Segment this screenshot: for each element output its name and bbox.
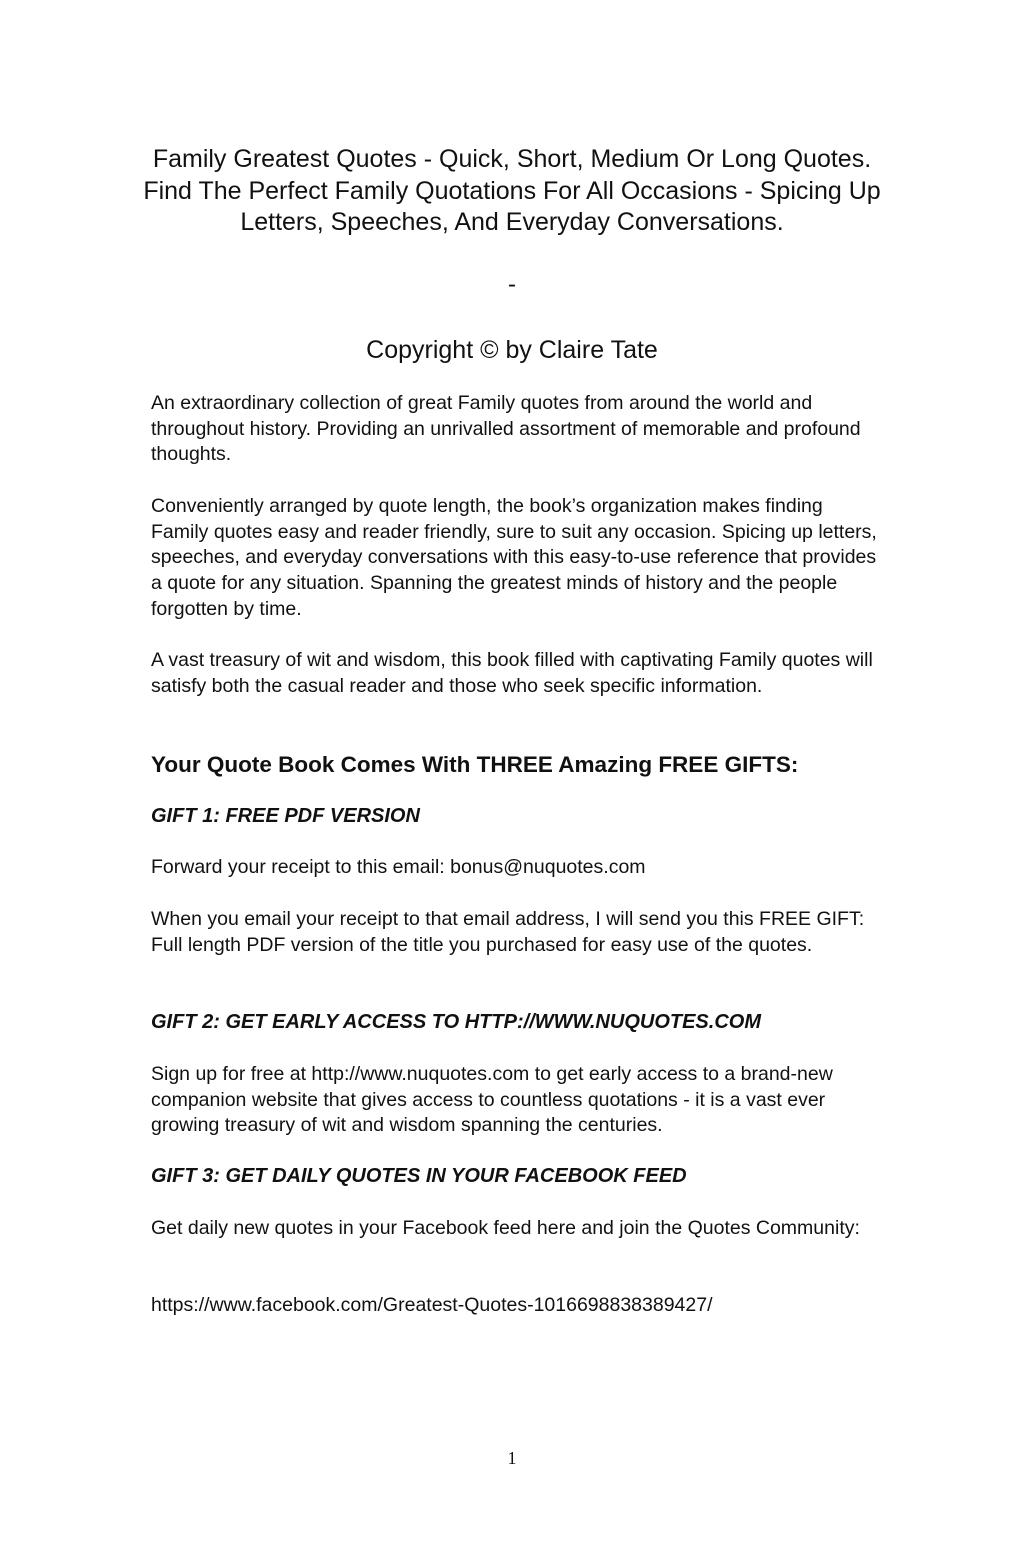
gift-3-heading: GIFT 3: GET DAILY QUOTES IN YOUR FACEBOOK FEED: [151, 1165, 687, 1187]
gift-2-body: Sign up for free at http://www.nuquotes.com to get early access to a brand-new companion website that gives access to countless quotations - it is a vast ever growing treasury of wit and wisdom spanning the centuries.: [151, 1063, 833, 1137]
copyright-line: Copyright © by Claire Tate: [366, 336, 658, 364]
gift-1-heading: GIFT 1: FREE PDF VERSION: [151, 805, 420, 827]
separator: -: [508, 271, 516, 298]
gift-3-body: Get daily new quotes in your Facebook feed here and join the Quotes Community:: [151, 1217, 860, 1239]
gifts-heading: Your Quote Book Comes With THREE Amazing FREE GIFTS:: [151, 752, 799, 777]
book-title: Family Greatest Quotes - Quick, Short, Medium Or Long Quotes. Find The Perfect Family Quotations For All Occasions - Spicing Up Letters, Speeches, And Everyday Conversations.: [143, 145, 881, 236]
gift-2-heading: GIFT 2: GET EARLY ACCESS TO HTTP://WWW.NUQUOTES.COM: [151, 1011, 761, 1033]
facebook-link[interactable]: https://www.facebook.com/Greatest-Quotes-1016698838389427/: [151, 1294, 713, 1316]
gift-1-body: When you email your receipt to that email address, I will send you this FREE GIFT: Full length PDF version of the title you purchased for easy use of the quotes.: [151, 908, 865, 956]
gift-1-email-line: Forward your receipt to this email: bonus@nuquotes.com: [151, 856, 646, 878]
intro-paragraph-2: Conveniently arranged by quote length, the book’s organization makes finding Family quotes easy and reader friendly, sure to suit any occasion. Spicing up letters, speeches, and everyday conversations with this easy-to-use reference that provides a quote for any situation. Spanning the greatest minds of history and the people forgotten by time.: [151, 495, 877, 620]
intro-paragraph-1: An extraordinary collection of great Family quotes from around the world and throughout history. Providing an unrivalled assortment of memorable and profound thoughts.: [151, 392, 861, 466]
page-number: 1: [507, 1448, 517, 1468]
intro-paragraph-3: A vast treasury of wit and wisdom, this book filled with captivating Family quotes will satisfy both the casual reader and those who seek specific information.: [151, 649, 873, 697]
